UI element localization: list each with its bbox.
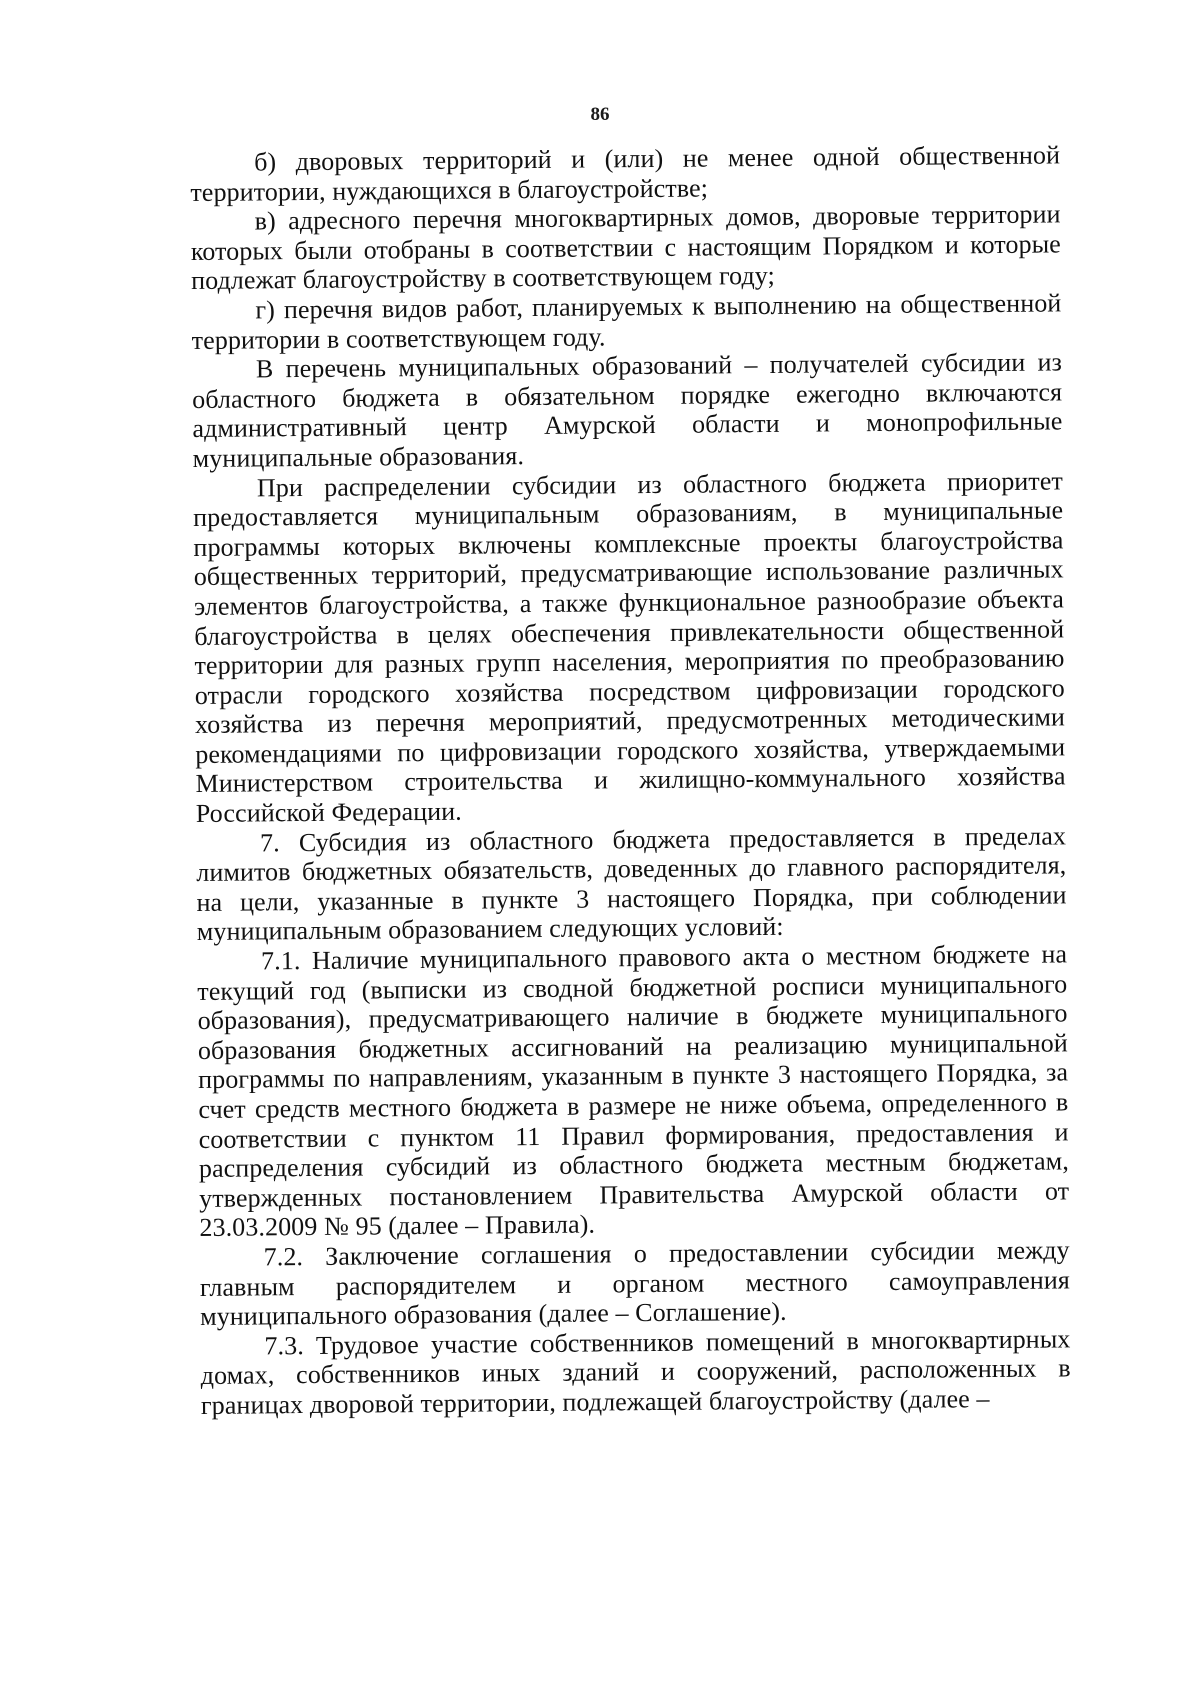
paragraph-section-7-2: 7.2. Заключение соглашения о предоставлении субсидии между главным распорядителем и органом местного самоуправления муниципального образования (далее – Соглашение). [199,1235,1071,1332]
page-number: 86 [590,104,610,125]
paragraph-item-b: б) дворовых территорий и (или) не менее одной общественной территории, нуждающихся в благоустройстве; [190,140,1061,207]
paragraph-section-7-3: 7.3. Трудовое участие собственников помещений в многоквартирных домах, собственников иных зданий и сооружений, расположенных в границах дворовой территории, подлежащей благоустройству (далее – [200,1324,1071,1420]
paragraph-priority: При распределении субсидии из областного бюджета приоритет предоставляется муниципальным образованиям, в муниципальные программы которых включены комплексные проекты благоустройства общественных территорий, предусматривающие использование различных элементов благоустройства, а также функциональное разнообразие объекта благоустройства в целях обеспечения привлекательности общественной территории для разных групп населения, мероприятия по преобразованию отрасли городского хозяйства посредством цифровизации городского хозяйства из перечня мероприятий, предусмотренных методическими рекомендациями по цифровизации городского хозяйства, утверждаемыми Министерством строительства и жилищно-коммунального хозяйства Российской Федерации. [193,465,1066,829]
paragraph-item-g: г) перечня видов работ, планируемых к выполнению на общественной территории в соответствующем году. [191,288,1062,355]
document-body [190,140,1071,1420]
paragraph-section-7-1: 7.1. Наличие муниципального правового акта о местном бюджете на текущий год (выписки из сводной бюджетной росписи муниципального образования), предусматривающего наличие в бюджете муниципального образования бюджетных ассигнований на реализацию муниципальной программы по направлениям, указанным в пункте 3 настоящего Порядка, за счет средств местного бюджета в размере не ниже объема, определенного в соответствии с пунктом 11 Правил формирования, предоставления и распределения субсидий из областного бюджета местным бюджетам, утвержденных постановлением Правительства Амурской области от 23.03.2009 № 95 (далее – Правила). [197,939,1070,1243]
paragraph-item-v: в) адресного перечня многоквартирных домов, дворовые территории которых были отобраны в соответствии с настоящим Порядком и которые подлежат благоустройству в соответствующем году; [190,199,1061,296]
paragraph-section-7: 7. Субсидия из областного бюджета предоставляется в пределах лимитов бюджетных обязательств, доведенных до главного распорядителя, на цели, указанные в пункте 3 настоящего Порядка, при соблюдении муниципальным образованием следующих условий: [196,821,1067,947]
paragraph-recipients-list: В перечень муниципальных образований – получателей субсидии из областного бюджета в обязательном порядке ежегодно включаются административный центр Амурской области и монопрофильные муниципальные образования. [192,347,1063,473]
